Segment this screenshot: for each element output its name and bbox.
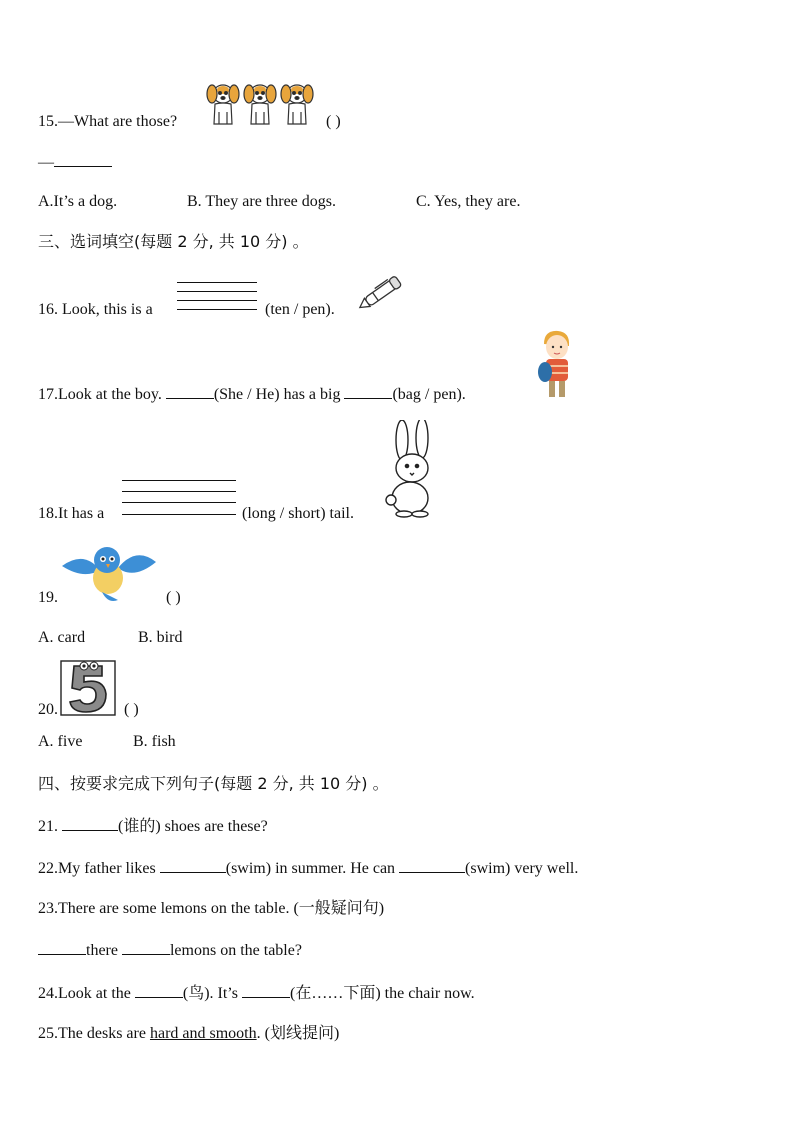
q19-number: 19. [38,589,58,606]
q15-option-c[interactable]: C. Yes, they are. [416,193,521,210]
q18-choices: (long / short) tail. [242,505,354,522]
q23-blank-2[interactable] [122,940,170,955]
q17-blank-1[interactable] [166,384,214,399]
q23-blank-1[interactable] [38,940,86,955]
q15-question: 15.—What are those? [38,113,178,130]
q16-choices: (ten / pen). [265,301,335,318]
q24-blank-2[interactable] [242,983,290,998]
q20-option-a[interactable]: A. five [38,733,83,750]
q21-line: 21. (谁的) shoes are these? [38,818,268,835]
q19-option-a[interactable]: A. card [38,629,86,646]
pen-picture [354,270,410,314]
rabbit-picture [382,420,442,518]
q24-line: 24.Look at the (鸟). It’s (在……下面) the chair now. [38,985,475,1002]
q22-line: 22.My father likes (swim) in summer. He can (swim) very well. [38,860,579,877]
q20-number: 20. [38,701,58,718]
q25-underlined-phrase: hard and smooth [149,1025,257,1042]
q15-option-b[interactable]: B. They are three dogs. [187,193,336,210]
q15-answer-parentheses[interactable]: ( ) [326,113,341,130]
q21-blank[interactable] [62,816,118,831]
q25-line: 25.The desks are hard and smooth. (划线提问) [38,1025,340,1042]
number-five-picture [60,660,116,716]
q17-line: 17.Look at the boy. (She / He) has a big (bag / pen). [38,386,466,403]
q18-prefix: 18.It has a [38,505,105,522]
q15-option-a[interactable]: A.It’s a dog. [38,193,118,210]
section-3-heading: 三、选词填空(每题 2 分, 共 10 分) 。 [38,232,309,251]
q19-answer-parentheses[interactable]: ( ) [166,589,181,606]
q24-blank-1[interactable] [135,983,183,998]
section-4-heading: 四、按要求完成下列句子(每题 2 分, 共 10 分) 。 [38,774,389,793]
q17-blank-2[interactable] [344,384,392,399]
q19-option-b[interactable]: B. bird [138,629,183,646]
dogs-picture [205,80,321,128]
q23-answer-line: there lemons on the table? [38,940,302,961]
boy-picture [536,328,576,400]
q15-answer-line[interactable]: — [38,152,112,173]
q23-question: 23.There are some lemons on the table. (一般疑问句) [38,900,385,917]
q20-answer-parentheses[interactable]: ( ) [124,701,139,718]
q16-prefix: 16. Look, this is a [38,301,153,318]
q20-option-b[interactable]: B. fish [133,733,176,750]
q22-blank-2[interactable] [399,858,465,873]
bird-picture [60,540,158,604]
q22-blank-1[interactable] [160,858,226,873]
q16-four-line-blank[interactable] [177,282,257,312]
q18-four-line-blank[interactable] [122,480,236,516]
